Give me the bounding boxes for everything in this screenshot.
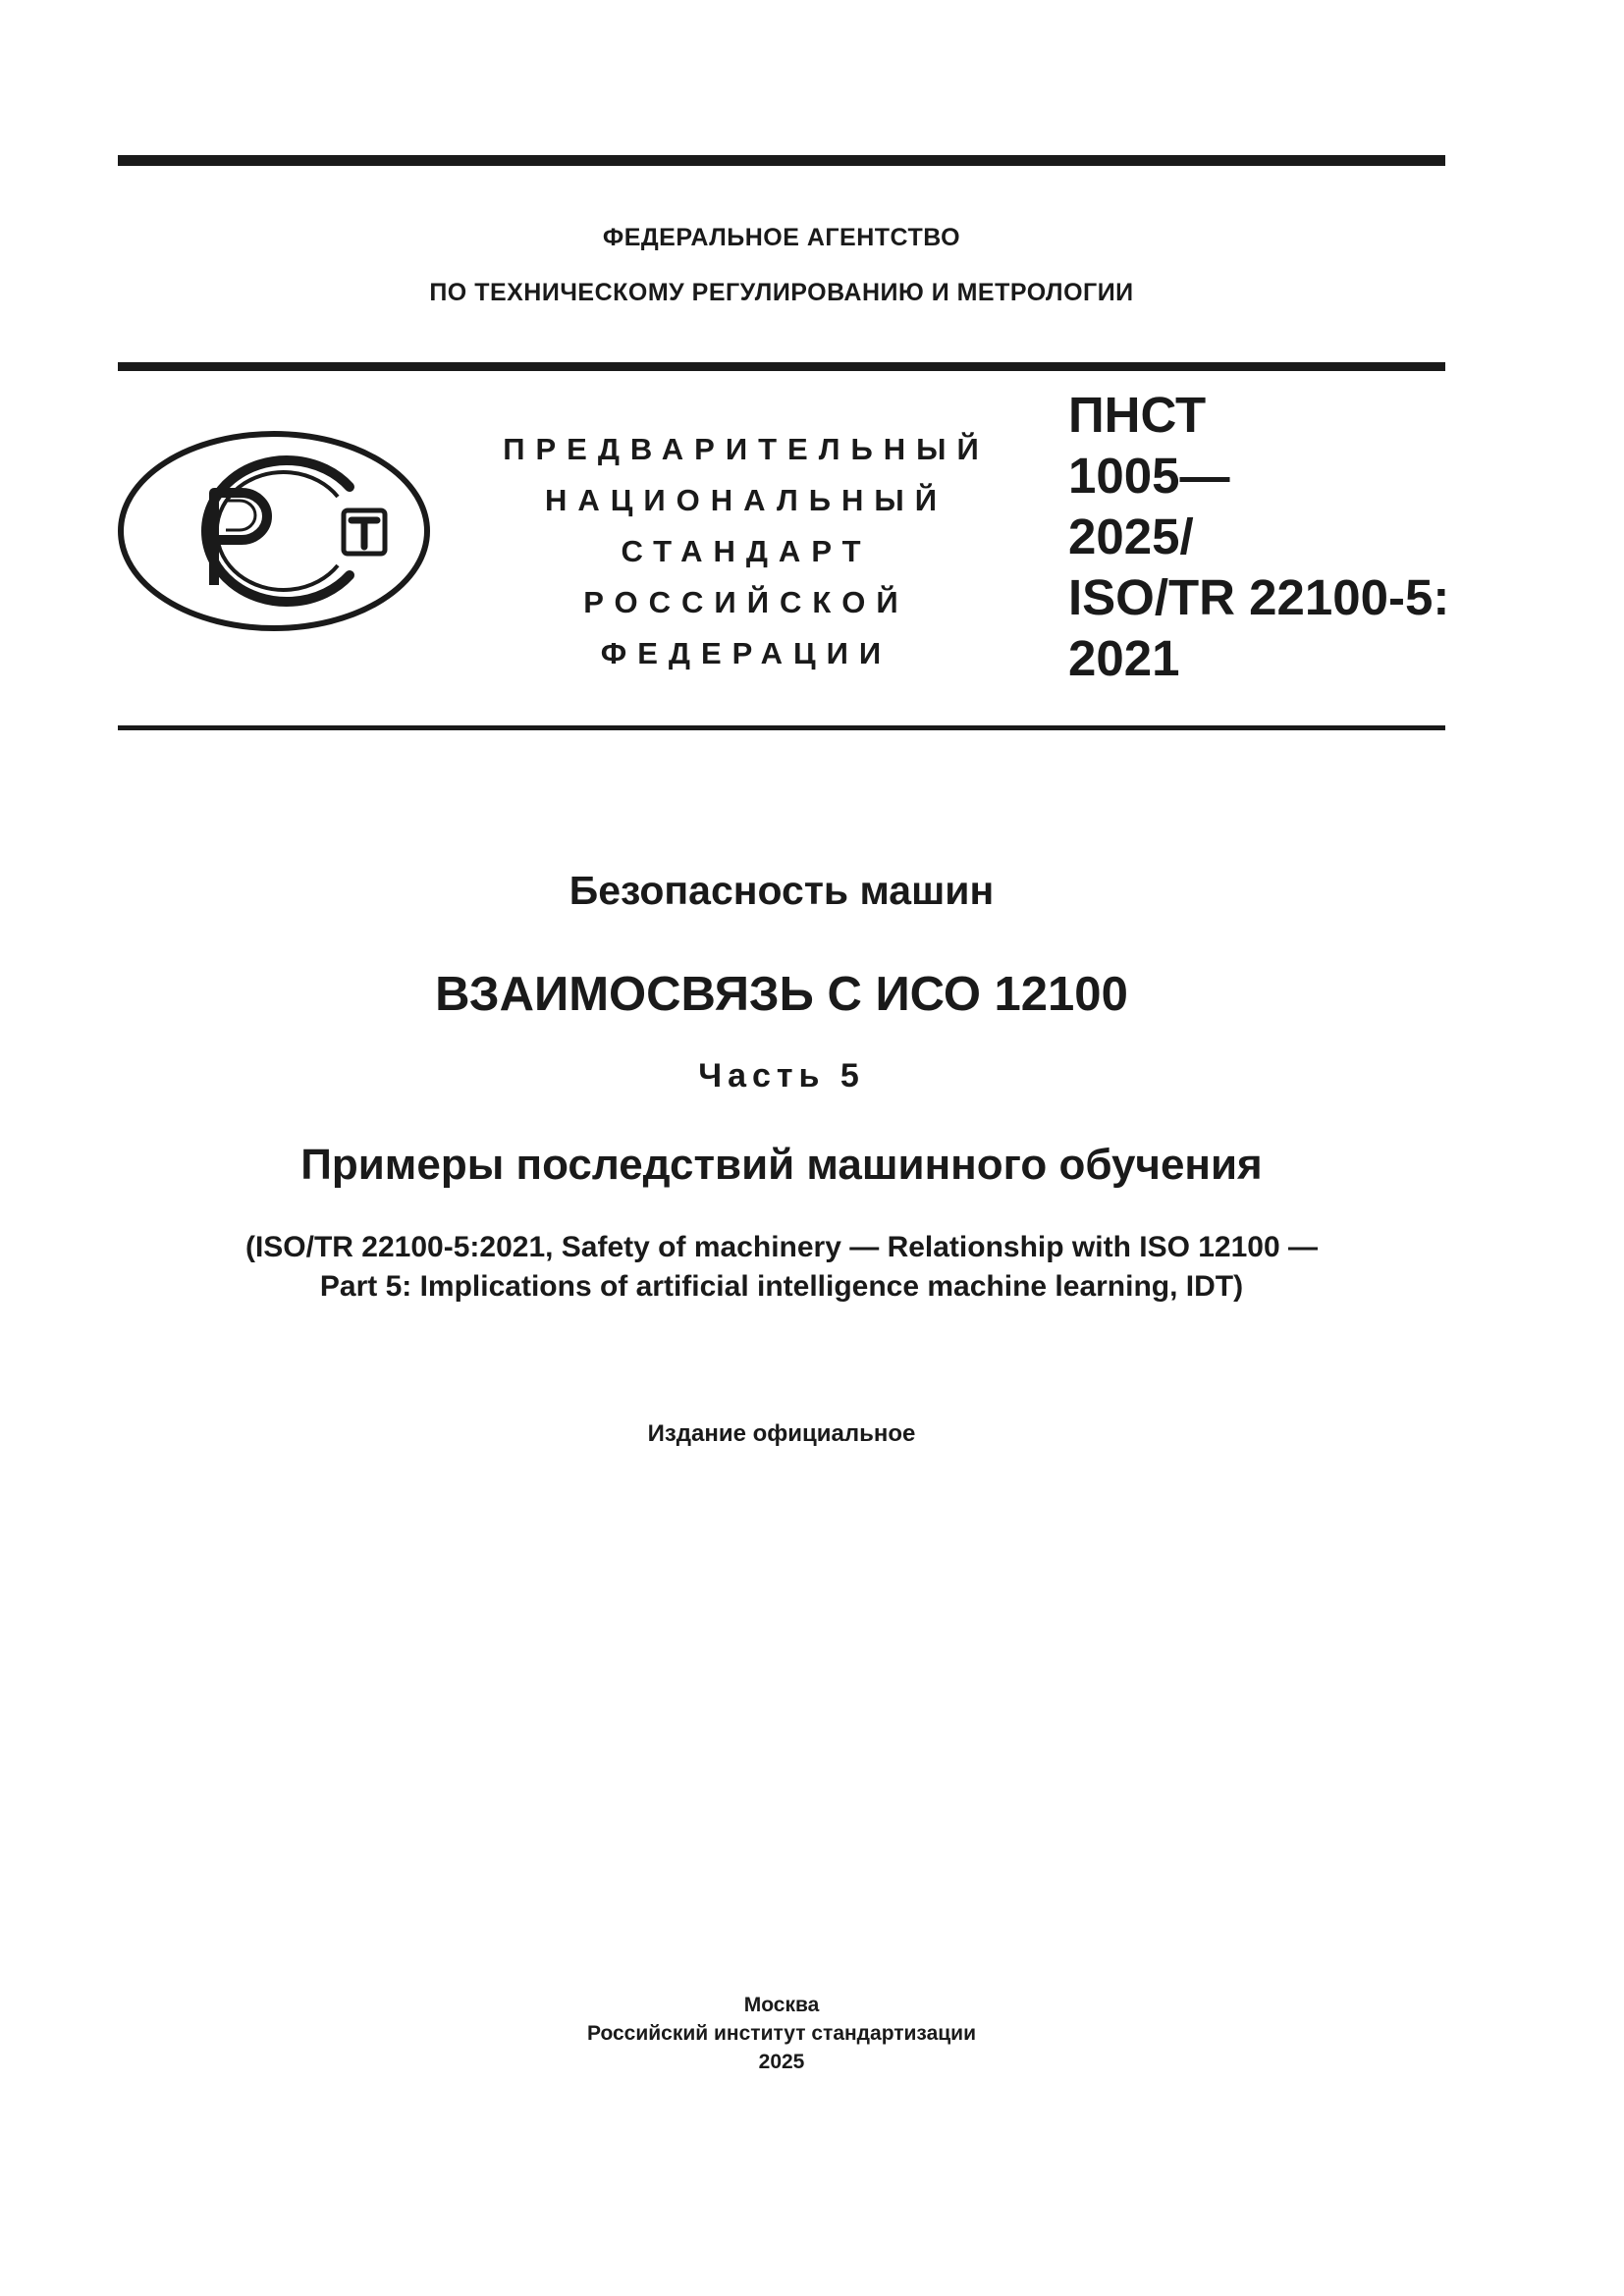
standard-type-line: РОССИЙСКОЙ [583,585,909,619]
standard-type-line: ФЕДЕРАЦИИ [600,636,893,670]
international-reference-line-2: Part 5: Implications of artificial intelligence machine learning, IDT) [319,1270,1244,1303]
agency-name-line-1: ФЕДЕРАЛЬНОЕ АГЕНТСТВО [602,224,961,251]
standard-type-line: ПРЕДВАРИТЕЛЬНЫЙ [503,432,990,466]
publication-year: 2025 [758,2051,805,2073]
agency-name-line-2: ПО ТЕХНИЧЕСКОМУ РЕГУЛИРОВАНИЮ И МЕТРОЛОГИИ [429,279,1134,306]
edition-label: Издание официальное [647,1420,916,1447]
designation-line: 1005— [1068,448,1230,504]
top-rule [118,155,1445,166]
part-title: Примеры последствий машинного обучения [300,1141,1263,1189]
publisher-organization: Российский институт стандартизации [586,2022,977,2045]
designation-line: 2025/ [1068,508,1194,564]
standard-type-line: СТАНДАРТ [621,534,872,568]
middle-rule [118,362,1445,371]
document-main-title: Безопасность машин [568,868,995,913]
part-label: Часть 5 [698,1057,865,1095]
standard-type-line: НАЦИОНАЛЬНЫЙ [544,483,948,517]
gost-r-seal-logo-icon [116,428,432,634]
standard-designation [1068,385,1449,689]
designation-line: 2021 [1068,630,1180,686]
lower-rule [118,725,1445,730]
publisher-city: Москва [743,1994,820,2016]
designation-line: ISO/TR 22100-5: [1068,569,1450,625]
standard-type-block [471,424,1021,679]
international-reference-line-1: (ISO/TR 22100-5:2021, Safety of machinery — Relationship with ISO 12100 — [244,1231,1319,1263]
document-subtitle: ВЗАИМОСВЯЗЬ С ИСО 12100 [435,968,1128,1021]
designation-line: ПНСТ [1068,387,1207,443]
